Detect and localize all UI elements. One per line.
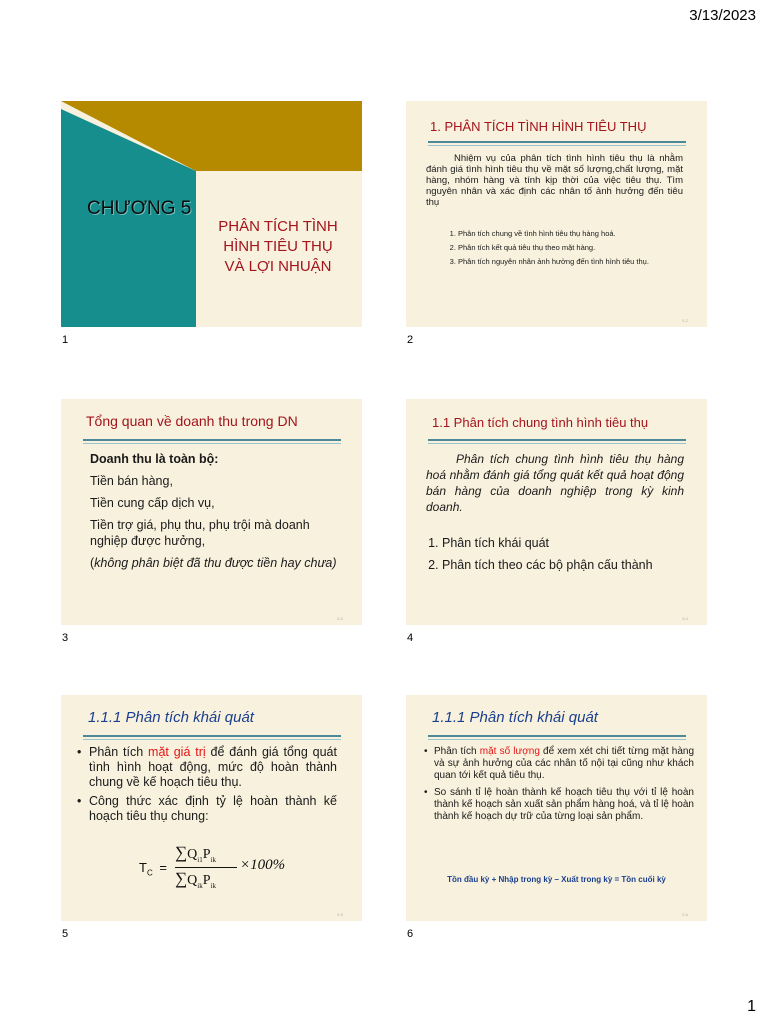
slide-number: 6 <box>407 928 414 940</box>
slide-footer-number: 5-4 <box>682 616 688 621</box>
title-rule-thin <box>428 145 686 146</box>
bullet-text: Công thức xác định tỷ lệ hoàn thành kế hoạch tiêu thụ chung: <box>89 794 337 823</box>
slide-4 <box>406 399 707 625</box>
slide-4-title: 1.1 Phân tích chung tình hình tiêu thụ <box>432 415 649 430</box>
title-rule <box>83 439 341 441</box>
slide-2-body: Nhiệm vụ của phân tích tình hình tiêu thụ là nhằm đánh giá tình hình tiêu thụ về mặt số lượng,chất lượng, mặt hàng, nhóm hàng và tính kịp thời của việc tiêu thụ. Tìm nguyên nhân và xác định các nhân tố ảnh hưởng đến tiêu thụ <box>426 153 683 208</box>
slide-2 <box>406 101 707 327</box>
revenue-line: Tiền cung cấp dịch vụ, <box>90 496 215 510</box>
formula-numerator: $\sum Q_{i1}P_{ik}$ <box>175 843 216 864</box>
formula-multiplier: ×100% <box>240 857 286 873</box>
title-rule-thin <box>83 443 341 444</box>
title-line-1: PHÂN TÍCH TÌNH <box>218 218 338 235</box>
slide-3-title: Tổng quan về doanh thu trong DN <box>86 413 298 429</box>
title-rule-thin <box>428 443 686 444</box>
slide-6-title: 1.1.1 Phân tích khái quát <box>432 709 598 726</box>
title-line-2: HÌNH TIÊU THỤ <box>223 238 333 255</box>
revenue-line: Tiền trợ giá, phụ thu, phụ trội mà doanh nghiệp được hưởng, <box>90 518 310 548</box>
slide-3-body <box>90 451 340 571</box>
slide-footer-number: 5-5 <box>337 912 343 917</box>
list-item: 3. Phân tích nguyên nhân ảnh hưởng đến tình hình tiêu thụ. <box>458 257 694 267</box>
list-item: 2. Phân tích theo các bộ phận cấu thành <box>442 557 690 574</box>
list-item: 1. Phân tích khái quát <box>442 535 690 552</box>
slide-2-title: 1. PHÂN TÍCH TÌNH HÌNH TIÊU THỤ <box>430 119 647 134</box>
inventory-equation: Tồn đầu kỳ + Nhập trong kỳ – Xuất trong kỳ = Tồn cuối kỳ <box>447 875 666 884</box>
bullet-text: để xem xét chi tiết từng mặt hàng và sự ảnh hưởng của các nhân tố nội tại cũng như khách quan tới kết quả tiêu thụ. <box>434 746 695 781</box>
bullet-item <box>77 745 337 790</box>
bullet-item <box>424 746 695 782</box>
slide-3 <box>61 399 362 625</box>
slide-number: 3 <box>62 632 69 644</box>
slide-footer-number: 5-2 <box>682 318 688 323</box>
slide-footer-number: 5-6 <box>682 912 688 917</box>
title-rule <box>428 439 686 441</box>
slide-6 <box>406 695 707 921</box>
slide-number: 2 <box>407 334 414 346</box>
fraction-bar <box>175 867 237 868</box>
bullet-glyph: • <box>77 794 82 808</box>
bullet-text: để đánh giá tổng quát tình hình hoạt động, mức độ hoàn thành chung về kế hoạch tiêu thụ. <box>89 745 337 789</box>
title-rule-thin <box>83 739 341 740</box>
title-line-3: VÀ LỢI NHUẬN <box>224 258 332 275</box>
slide-1-title <box>198 217 358 277</box>
bullet-text: So sánh tỉ lệ hoàn thành kế hoạch tiêu thụ với tỉ lệ hoàn thành kế hoạch sản xuất sản phẩm hàng hoá, và tỉ lệ hoàn thành kế hoạch dự trữ của từng loại sản phẩm. <box>434 787 694 822</box>
title-rule <box>83 735 341 737</box>
bullet-item <box>424 787 694 823</box>
slide-5 <box>61 695 362 921</box>
list-item: 1. Phân tích chung về tình hình tiêu thụ hàng hoá. <box>458 229 694 239</box>
bullet-text: Phân tích <box>434 746 480 757</box>
note-paren: ( <box>90 556 95 570</box>
bullet-glyph: • <box>77 745 82 759</box>
slide-6-bullets <box>424 746 695 823</box>
note-text: không phân biệt đã thu được tiền hay chưa) <box>94 556 337 570</box>
slide-1 <box>61 101 362 327</box>
formula-lhs: $T_C$ = <box>139 860 167 878</box>
list-item: 2. Phân tích kết quả tiêu thụ theo mặt hàng. <box>458 243 694 253</box>
chapter-label: CHƯƠNG 5 <box>87 198 192 219</box>
slide-number: 4 <box>407 632 414 644</box>
print-date: 3/13/2023 <box>689 7 756 24</box>
highlight-text: mặt giá trị <box>148 745 206 759</box>
completion-formula <box>139 843 339 895</box>
slide-4-list <box>442 535 690 574</box>
slide-5-bullets <box>77 745 337 824</box>
title-rule-thin <box>428 739 686 740</box>
bullet-glyph: • <box>424 746 428 757</box>
slide-number: 5 <box>62 928 69 940</box>
revenue-line: Tiền bán hàng, <box>90 474 173 488</box>
formula-denominator: $\sum Q_{ik}P_{ik}$ <box>175 869 216 890</box>
bullet-glyph: • <box>424 787 428 798</box>
highlight-text: mặt số lượng <box>479 746 540 757</box>
title-rule <box>428 735 686 737</box>
slide-4-body: Phân tích chung tình hình tiêu thụ hàng hoá nhằm đánh giá tổng quát kết quả hoạt động bán hàng của doanh nghiệp trong kỳ kinh doanh. <box>426 452 684 514</box>
page-number: 1 <box>747 998 756 1015</box>
slide-footer-number: 5-3 <box>337 616 343 621</box>
slide-5-title: 1.1.1 Phân tích khái quát <box>88 709 254 726</box>
bullet-item <box>77 794 337 824</box>
title-rule <box>428 141 686 143</box>
bullet-text: Phân tích <box>89 745 149 759</box>
slide-number: 1 <box>62 334 69 346</box>
slide-2-list <box>458 229 694 267</box>
revenue-heading: Doanh thu là toàn bộ: <box>90 452 219 466</box>
revenue-note <box>90 555 340 571</box>
